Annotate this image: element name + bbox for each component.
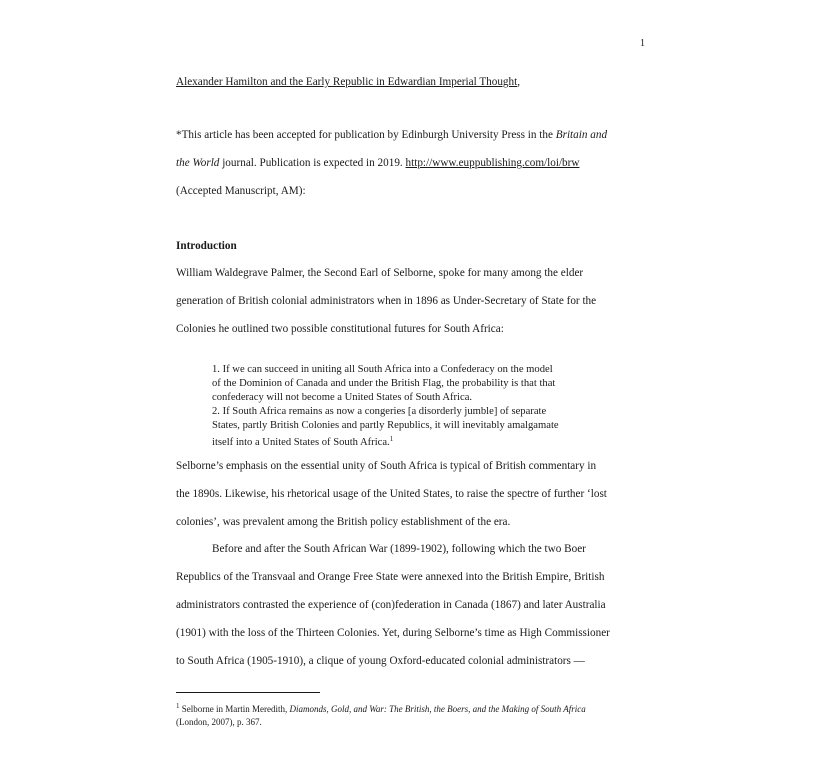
footnote-divider xyxy=(176,692,320,693)
body-line: (1901) with the loss of the Thirteen Colonies. Yet, during Selborne’s time as High Commissioner xyxy=(176,627,610,639)
body-line: colonies’, was prevalent among the British policy establishment of the era. xyxy=(176,516,511,528)
footnote-line-2: (London, 2007), p. 367. xyxy=(176,717,262,727)
article-title-comma: , xyxy=(517,76,521,88)
block-quote-line-last xyxy=(212,433,393,450)
page-number: 1 xyxy=(640,38,645,49)
body-line: administrators contrasted the experience of (con)federation in Canada (1867) and later Australia xyxy=(176,599,606,611)
body-line: William Waldegrave Palmer, the Second Earl of Selborne, spoke for many among the elder xyxy=(176,267,584,279)
body-line: the 1890s. Likewise, his rhetorical usage of the United States, to raise the spectre of further ‘lost xyxy=(176,488,607,500)
block-quote-text: itself into a United States of South Africa. xyxy=(212,437,390,448)
block-quote-line: 2. If South Africa remains as now a congeries [a disorderly jumble] of separate xyxy=(212,406,547,417)
footnote-marker[interactable]: 1 xyxy=(389,435,394,443)
publication-notice-line-1 xyxy=(176,129,607,141)
journal-name-part-1: Britain and xyxy=(555,129,608,141)
notice-text: *This article has been accepted for publication by Edinburgh University Press in the xyxy=(176,129,556,141)
footnote xyxy=(176,700,586,729)
article-title-text: Alexander Hamilton and the Early Republic in Edwardian Imperial Thought xyxy=(176,76,518,88)
body-line: Selborne’s emphasis on the essential unity of South Africa is typical of British commentary in xyxy=(176,460,597,472)
block-quote-line: States, partly British Colonies and partly Republics, it will inevitably amalgamate xyxy=(212,420,559,431)
body-line: Colonies he outlined two possible constitutional futures for South Africa: xyxy=(176,323,504,335)
body-line: to South Africa (1905-1910), a clique of young Oxford-educated colonial administrators — xyxy=(176,655,585,667)
block-quote-line: confederacy will not become a United States of South Africa. xyxy=(212,392,473,403)
body-line-indented: Before and after the South African War (1899-1902), following which the two Boer xyxy=(212,543,586,555)
body-line: Republics of the Transvaal and Orange Free State were annexed into the British Empire, British xyxy=(176,571,605,583)
journal-name-part-2: the World xyxy=(176,157,220,169)
notice-text: journal. Publication is expected in 2019. xyxy=(219,157,406,169)
footnote-line-1 xyxy=(176,700,586,716)
section-heading: Introduction xyxy=(176,240,237,252)
block-quote-line: 1. If we can succeed in uniting all South Africa into a Confederacy on the model xyxy=(212,364,553,375)
article-title xyxy=(176,76,520,88)
publisher-link[interactable]: http://www.euppublishing.com/loi/brw xyxy=(405,157,580,169)
footnote-number: 1 xyxy=(176,702,180,710)
footnote-text: Selborne in Martin Meredith, xyxy=(179,704,290,714)
body-line: generation of British colonial administrators when in 1896 as Under-Secretary of State for the xyxy=(176,295,597,307)
footnote-book-title: Diamonds, Gold, and War: The British, the Boers, and the Making of South Africa xyxy=(289,704,586,714)
publication-notice-line-2 xyxy=(176,157,579,169)
manuscript-note: (Accepted Manuscript, AM): xyxy=(176,185,306,197)
block-quote-line: of the Dominion of Canada and under the British Flag, the probability is that that xyxy=(212,378,556,389)
